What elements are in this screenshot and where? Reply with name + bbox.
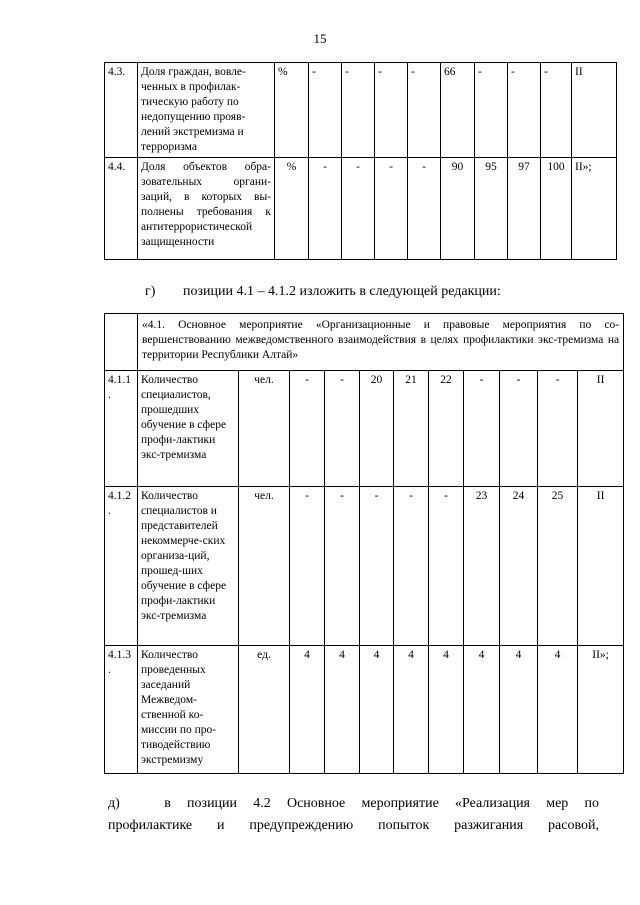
indicator-name: Доля граждан, вовле-ченных в профилак-тическую работу по недопущению прояв-лений экстремизма и терроризма [138,63,275,158]
value-cell: 100 [541,158,572,260]
paragraph-letter: г) [145,284,156,299]
value-cell: 4 [500,646,538,774]
paragraph-text-line1: в позиции 4.2 Основное мероприятие «Реализация мер по [164,796,599,811]
indicators-table-top [104,62,617,260]
value-cell: 4 [429,646,464,774]
value-cell: - [508,63,541,158]
value-cell: 4 [360,646,394,774]
unit-cell: чел. [239,487,290,646]
indicator-name: Количество специалистов и представителей некоммерче-ских организа-ций, прошед-ших обучение в сфере профи-лактики экс-тремизма [138,487,239,646]
value-cell: - [394,487,429,646]
value-cell: - [375,63,408,158]
value-cell: 22 [429,371,464,487]
main-activity-title: «4.1. Основное мероприятие «Организационные и правовые мероприятия по со-вершенствованию межведомственного взаимодействия в целях профилактики экс-тремизма на территории Республики Алтай» [138,314,624,371]
value-cell: 4 [290,646,325,774]
source-cell: II»; [578,646,624,774]
source-cell: II [578,487,624,646]
table-header-row [105,314,624,371]
page-number: 15 [313,31,327,46]
value-cell: 95 [475,158,508,260]
value-cell: - [429,487,464,646]
source-cell: II»; [572,158,617,260]
row-number: 4.1.1 . [105,371,138,487]
value-cell: - [538,371,578,487]
unit-cell: ед. [239,646,290,774]
value-cell: 4 [394,646,429,774]
paragraph-letter: д) [108,796,120,811]
paragraph-text: позиции 4.1 – 4.1.2 изложить в следующей редакции: [183,284,501,299]
unit-cell: чел. [239,371,290,487]
value-cell: 23 [464,487,500,646]
unit-cell: % [275,63,309,158]
value-cell: - [290,371,325,487]
source-cell: II [578,371,624,487]
value-cell: - [408,63,441,158]
row-number: 4.3. [105,63,138,158]
row-number: 4.1.3 . [105,646,138,774]
row-number: 4.4. [105,158,138,260]
value-cell: - [290,487,325,646]
value-cell: - [375,158,408,260]
value-cell: 4 [325,646,360,774]
value-cell: 4 [538,646,578,774]
value-cell: - [309,63,342,158]
indicators-table-main [104,313,624,774]
value-cell: - [464,371,500,487]
value-cell: 90 [441,158,475,260]
value-cell: - [475,63,508,158]
value-cell: - [342,63,375,158]
empty-cell [105,314,138,371]
value-cell: - [325,487,360,646]
value-cell: 24 [500,487,538,646]
table-row [105,487,624,646]
value-cell: - [541,63,572,158]
indicator-name: Количество специалистов, прошедших обучение в сфере профи-лактики экс-тремизма [138,371,239,487]
table-row [105,158,617,260]
value-cell: 66 [441,63,475,158]
unit-cell: % [275,158,309,260]
paragraph-d [108,793,599,815]
table-row [105,63,617,158]
value-cell: - [325,371,360,487]
paragraph-d-continued: профилактике и предупреждению попыток разжигания расовой, [108,818,599,833]
value-cell: - [408,158,441,260]
indicator-name: Количество проведенных заседаний Межведом-ственной ко-миссии по про-тиводействию экстремизму [138,646,239,774]
value-cell: - [360,487,394,646]
row-number: 4.1.2 . [105,487,138,646]
value-cell: - [342,158,375,260]
value-cell: - [309,158,342,260]
source-cell: II [572,63,617,158]
table-row [105,646,624,774]
value-cell: 21 [394,371,429,487]
value-cell: 4 [464,646,500,774]
indicator-name: Доля объектов обра-зовательных органи-заций, в которых вы-полнены требования к антитеррористической защищенности [138,158,275,260]
value-cell: 97 [508,158,541,260]
table-row [105,371,624,487]
value-cell: 20 [360,371,394,487]
value-cell: - [500,371,538,487]
value-cell: 25 [538,487,578,646]
